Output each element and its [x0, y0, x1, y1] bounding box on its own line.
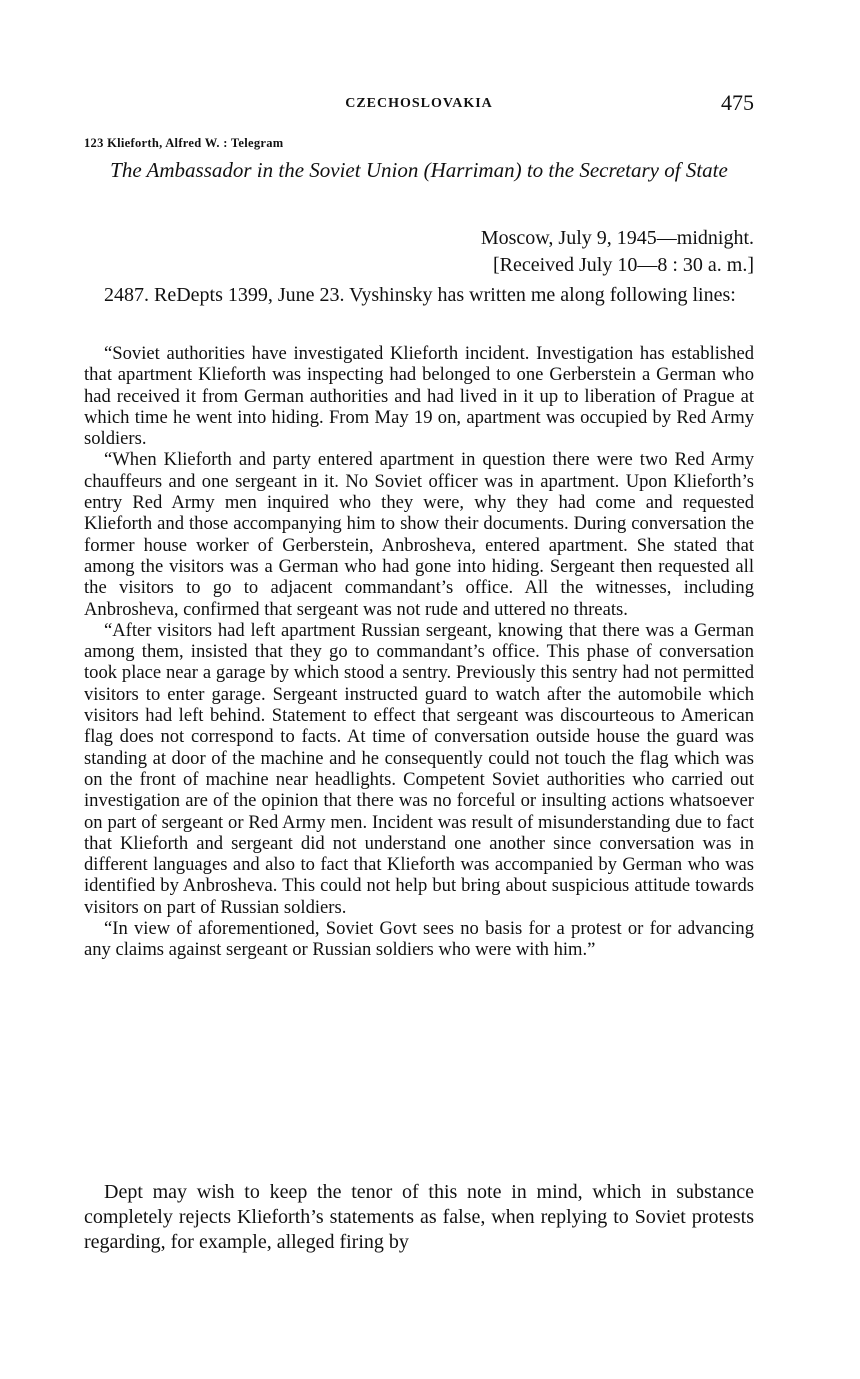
- quote-paragraph: “Soviet authorities have investigated Klieforth incident. Investigation has established that apartment Klieforth was inspecting had belonged to one Gerberstein a German who had received it from German authorities and had lived in it up to liberation of Prague at which time he went into hiding. From May 19 on, apartment was occupied by Red Army soldiers.: [84, 343, 754, 450]
- dateline-received: [Received July 10—8 : 30 a. m.]: [492, 254, 754, 276]
- running-head: [84, 90, 754, 116]
- closing-paragraph: Dept may wish to keep the tenor of this note in mind, which in substance completely rejects Klieforth’s statements as false, when replying to Soviet protests regarding, for example, alleged firing by: [84, 1181, 754, 1253]
- intro-paragraph: 2487. ReDepts 1399, June 23. Vyshinsky has written me along following lines:: [104, 284, 736, 306]
- page-number: 475: [721, 90, 754, 115]
- file-note: 123 Klieforth, Alfred W. : Telegram: [84, 136, 284, 150]
- quoted-letter: [84, 343, 754, 961]
- quote-paragraph: “After visitors had left apartment Russian sergeant, knowing that there was a German among them, insisted that they go to commandant’s office. This phase of conversation took place near a garage by which stood a sentry. Previously this sentry had not permitted visitors to enter garage. Sergeant instructed guard to watch after the automobile which visitors had left behind. Statement to effect that sergeant was discourteous to American flag does not correspond to facts. At time of conversation outside house the guard was standing at door of the machine and he consequently could not touch the flag which was on the front of machine near headlights. Competent Soviet authorities who carried out investigation are of the opinion that there was no forceful or insulting actions whatsoever on part of sergeant or Red Army men. Incident was result of misunderstanding due to fact that Klieforth and sergeant did not understand one another since conversation was in different languages and also to fact that Klieforth was accompanied by German who was identified by Anbrosheva. This could not help but bring about suspicious attitude towards visitors on part of Russian soldiers.: [84, 619, 754, 918]
- quote-paragraph: “In view of aforementioned, Soviet Govt sees no basis for a protest or for advancing any claims against sergeant or Russian soldiers who were with him.”: [84, 918, 754, 961]
- closing-section: [84, 1180, 754, 1255]
- quote-paragraph: “When Klieforth and party entered apartment in question there were two Red Army chauffeurs and one sergeant in it. No Soviet officer was in apartment. Upon Klieforth’s entry Red Army men inquired who they were, why they had come and requested Klieforth and those accompanying him to show their documents. During conversation the former house worker of Gerberstein, Anbrosheva, entered apartment. She stated that among the visitors was a German who had gone into hiding. Sergeant then requested all the visitors to go to adjacent commandant’s office. All the witnesses, including Anbrosheva, confirmed that sergeant was not rude and uttered no threats.: [84, 449, 754, 620]
- document-heading: The Ambassador in the Soviet Union (Harriman) to the Secretary of State: [110, 158, 728, 182]
- running-title: CZECHOSLOVAKIA: [345, 96, 493, 111]
- dateline-sent: Moscow, July 9, 1945—midnight.: [480, 227, 754, 249]
- intro-section: [84, 283, 754, 308]
